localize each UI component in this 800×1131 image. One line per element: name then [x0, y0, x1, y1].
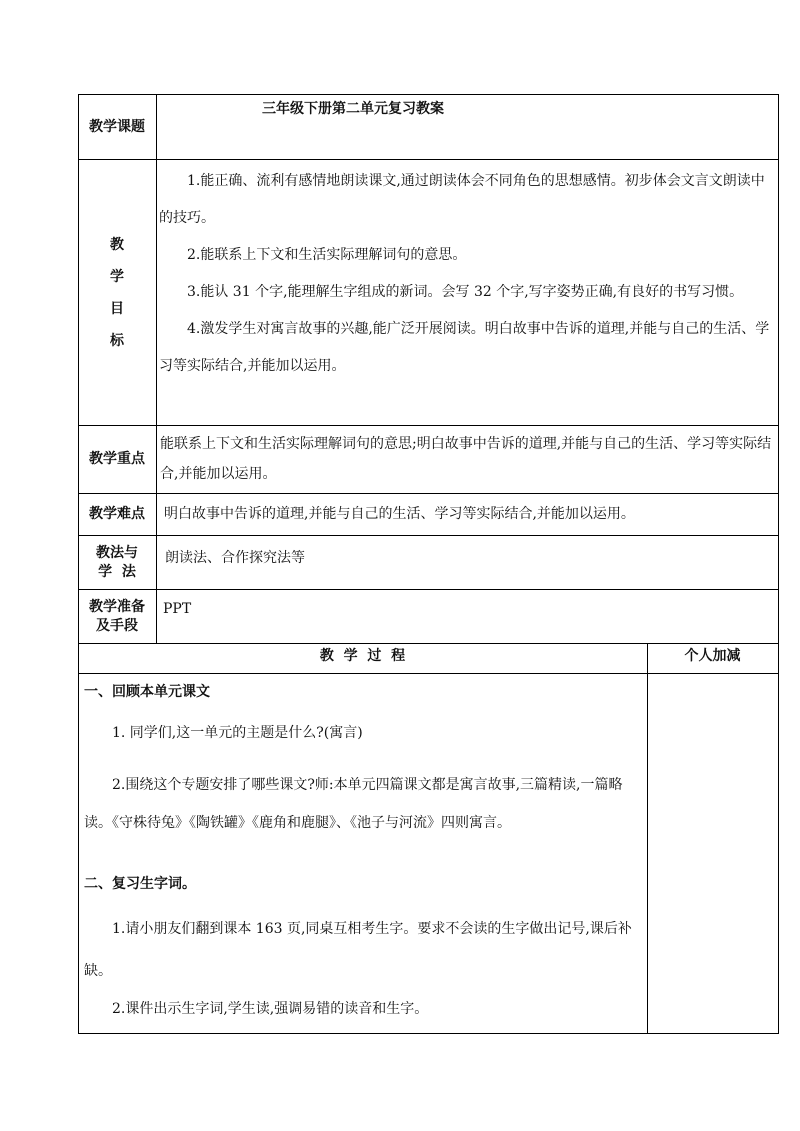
- process-column-divider: [647, 643, 648, 1033]
- topic-label: 教学课题: [89, 118, 145, 135]
- prep-label-line: 及手段: [96, 617, 138, 634]
- lesson-title: 三年级下册第二单元复习教案: [262, 101, 444, 117]
- difficulties-value: 明白故事中告诉的道理,并能与自己的生活、学习等实际结合,并能加以运用。: [164, 506, 635, 522]
- goal-item: 4.激发学生对寓言故事的兴趣,能广泛开展阅读。明白故事中告诉的道理,并能与自己的生活、学习等实际结合,并能加以运用。: [159, 321, 770, 374]
- goals-label-char: 学: [110, 268, 124, 285]
- personal-adjust-header: 个人加减: [684, 648, 741, 664]
- row-divider: [78, 159, 779, 160]
- goals-content: [159, 163, 776, 385]
- prep-value: PPT: [163, 601, 192, 617]
- goal-item: 1.能正确、流利有感情地朗读课文,通过朗读体会不同角色的思想感情。初步体会文言文朗读中的技巧。: [159, 173, 765, 226]
- process-paragraph: 2.课件出示生字词,学生读,强调易错的读音和生字。: [112, 1001, 429, 1017]
- section-heading: 二、复习生字词。: [84, 876, 196, 892]
- label-column-divider: [156, 94, 157, 643]
- goals-label-char: 标: [110, 332, 124, 349]
- goal-item: 3.能认 31 个字,能理解生字组成的新词。会写 32 个字,写字姿势正确,有良好的书写习惯。: [187, 284, 744, 300]
- goals-label-char: 教: [110, 236, 124, 253]
- row-divider: [78, 425, 779, 426]
- key-points-label: 教学重点: [89, 451, 145, 468]
- table-bottom-border: [78, 1033, 779, 1034]
- methods-value: 朗读法、合作探究法等: [165, 550, 305, 566]
- process-paragraph: 1.请小朋友们翻到课本 163 页,同桌互相考生字。要求不会读的生字做出记号,课后补缺。: [84, 921, 632, 979]
- key-points-value: 能联系上下文和生活实际理解词句的意思;明白故事中告诉的道理,并能与自己的生活、学习等实际结合,并能加以运用。: [160, 436, 772, 482]
- goals-label-char: 目: [110, 300, 124, 317]
- goal-item: 2.能联系上下文和生活实际理解词句的意思。: [187, 247, 467, 263]
- methods-label-line: 教法与: [96, 545, 138, 562]
- methods-label: [78, 536, 156, 589]
- prep-label-line: 教学准备: [89, 599, 145, 616]
- methods-label-line: 学 法: [98, 563, 136, 580]
- section-heading: 一、回顾本单元课文: [84, 684, 210, 700]
- goals-label: [78, 160, 156, 425]
- process-paragraph: 2.围绕这个专题安排了哪些课文?师:本单元四篇课文都是寓言故事,三篇精读,一篇略读。《守株待兔》《陶铁罐》《鹿角和鹿腿》、《池子与河流》四则寓言。: [84, 777, 623, 831]
- process-header: 教 学 过 程: [319, 648, 406, 664]
- difficulties-label: 教学难点: [89, 506, 145, 523]
- process-paragraph: 1. 同学们,这一单元的主题是什么?(寓言): [112, 725, 363, 741]
- table-right-border: [778, 94, 779, 1034]
- prep-label: [78, 590, 156, 643]
